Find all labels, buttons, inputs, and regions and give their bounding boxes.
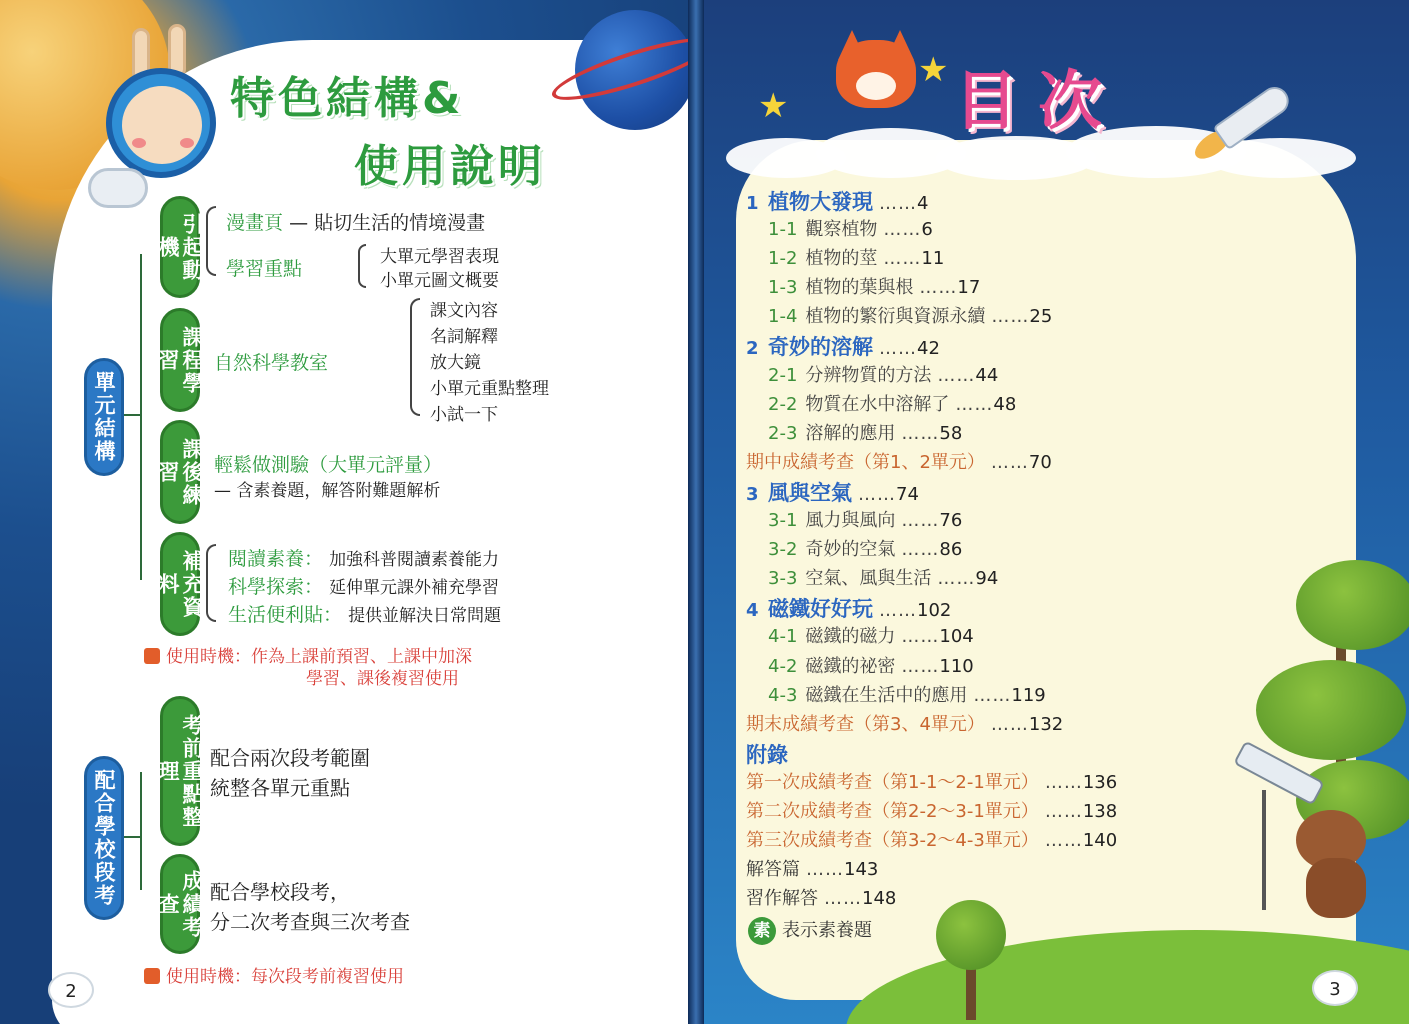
toc-number: 1-2 [768, 248, 798, 270]
comic-page-desc: — 貼切生活的情境漫畫 [289, 212, 486, 234]
toc-leader: …… [824, 888, 862, 910]
toc-row [746, 622, 1346, 651]
toc-row [746, 477, 1346, 506]
toc-leader: …… [1044, 771, 1083, 793]
page-number-right: 3 [1312, 970, 1358, 1006]
toc-page-number: 110 [939, 655, 974, 677]
learning-focus-item-2: 小單元圖文概要 [380, 271, 499, 291]
literacy-badge-icon: 素 [748, 917, 776, 945]
toc-page-number: 94 [975, 568, 999, 590]
supplement-row-2 [228, 572, 499, 599]
toc-leader: …… [937, 364, 976, 386]
toc-page-number: 136 [1082, 771, 1118, 793]
toc-label: 第二次成績考查（第2-2～3-1單元） [746, 800, 1039, 822]
science-explore-label: 科學探索： [228, 576, 324, 598]
toc-row [746, 564, 1346, 593]
toc-page-number: 11 [921, 248, 945, 270]
toc-leader: …… [937, 568, 976, 590]
brace-supplement [206, 544, 216, 622]
motivation-row-1 [226, 208, 485, 235]
toc-row [746, 593, 1346, 622]
toc-label: 期末成績考查（第3、4單元） [746, 713, 985, 735]
classroom-item-4: 小單元重點整理 [430, 379, 549, 399]
toc-leader: …… [1044, 800, 1083, 822]
classroom-item-3: 放大鏡 [430, 353, 481, 373]
toc-label: 奇妙的溶解 [768, 335, 873, 360]
toc-leader: …… [1044, 830, 1083, 852]
toc-title: 目次 [954, 65, 1122, 139]
toc-label: 觀察植物 [805, 219, 878, 241]
left-page [0, 0, 696, 1024]
school-exam-badge: 配合學校段考 [84, 756, 124, 920]
toc-leader: …… [858, 483, 896, 505]
toc-leader: …… [901, 655, 940, 677]
toc-leader: …… [883, 248, 922, 270]
toc-number: 2-3 [768, 422, 798, 444]
toc-row [746, 419, 1346, 448]
learning-focus-item-1: 大單元學習表現 [380, 247, 499, 267]
toc-leader: …… [990, 713, 1029, 735]
exam-usage-note [144, 962, 404, 987]
toc-row [746, 448, 1346, 477]
toc-number: 3 [746, 483, 759, 505]
toc-label: 解答篇 [746, 859, 800, 881]
star-icon: ★ [758, 86, 789, 126]
toc-label: 分辨物質的方法 [805, 364, 932, 386]
toc-leader: …… [901, 539, 940, 561]
science-explore-desc: 延伸單元課外補充學習 [329, 578, 500, 598]
review-line-2: 統整各單元重點 [210, 776, 350, 800]
toc-page-number: 148 [862, 888, 897, 910]
toc-number: 4 [746, 600, 759, 622]
title-line-1: 特色結構& [230, 73, 465, 124]
exam-tree-connector [140, 772, 142, 890]
right-page [696, 0, 1409, 1024]
toc-label: 植物的莖 [805, 248, 878, 270]
toc-number: 4-3 [768, 684, 798, 706]
toc-label: 風與空氣 [768, 480, 852, 505]
toc-label: 磁鐵的祕密 [805, 655, 896, 677]
toc-leader: …… [879, 338, 917, 360]
learning-focus-label: 學習重點 [226, 258, 303, 280]
toc-number: 4-1 [768, 626, 798, 648]
toc-number: 1 [746, 193, 759, 214]
toc-row [746, 361, 1346, 390]
toc-row [746, 273, 1346, 302]
toc-label: 風力與風向 [805, 510, 896, 532]
reading-literacy-desc: 加強科普閱讀素養能力 [329, 550, 500, 570]
supplement-row-3 [228, 600, 501, 627]
life-notes-desc: 提供並解決日常問題 [348, 606, 502, 626]
toc-page-number: 74 [896, 483, 919, 505]
toc-row [746, 331, 1346, 360]
toc-page-number: 104 [939, 626, 974, 648]
toc-page-number: 70 [1028, 451, 1052, 473]
usage-text-line1: 作為上課前預習、上課中加深 [251, 647, 472, 667]
toc-page-number: 119 [1011, 684, 1046, 706]
bear-illustration [1286, 800, 1386, 920]
toc-leader: …… [806, 859, 844, 881]
reading-literacy-label: 閱讀素養： [228, 548, 324, 570]
book-spine [688, 0, 704, 1024]
toc-label: 空氣、風與生活 [805, 568, 932, 590]
practice-desc: — 含素養題，解答附難題解析 [214, 481, 441, 501]
unit-usage-note-line2: 學習、課後複習使用 [306, 669, 459, 689]
toc-leader: …… [879, 600, 917, 622]
toc-number: 2-1 [768, 364, 798, 386]
toc-number: 1-1 [768, 219, 798, 241]
practice-label: 輕鬆做測驗（大單元評量） [214, 454, 443, 476]
brace-motivation [206, 206, 216, 276]
toc-label: 溶解的應用 [805, 422, 896, 444]
usage-label: 使用時機： [166, 647, 251, 667]
toc-page-number: 42 [917, 338, 940, 360]
feature-title [230, 62, 650, 194]
toc-row [746, 186, 1346, 215]
legend [748, 916, 872, 945]
title-line-2: 使用說明 [354, 141, 546, 192]
toc-label: 植物的葉與根 [805, 277, 914, 299]
toc-label: 第三次成績考查（第3-2～4-3單元） [746, 830, 1039, 852]
classroom-item-2: 名詞解釋 [430, 327, 498, 347]
usage-square-icon [144, 968, 160, 984]
toc-page-number: 86 [939, 539, 963, 561]
tree-illustration [1296, 560, 1409, 650]
supplement-row-1 [228, 544, 499, 571]
toc-row [746, 884, 1346, 913]
grade-check-line-2: 分二次考查與三次考查 [210, 910, 410, 934]
toc-row [746, 506, 1346, 535]
toc-page-number: 102 [917, 600, 952, 622]
group-badge-motivation: 引起動機 [160, 196, 200, 298]
toc-label: 植物的繁衍與資源永續 [805, 306, 986, 328]
tree-illustration [1256, 660, 1406, 760]
toc-page-number: 132 [1028, 713, 1064, 735]
fox-illustration [826, 30, 926, 120]
legend-text: 表示素養題 [782, 920, 872, 941]
group-badge-grade-check: 成績考查 [160, 854, 200, 954]
toc-number: 4-2 [768, 655, 798, 677]
toc-number: 3-1 [768, 510, 798, 532]
toc-number: 3-2 [768, 539, 798, 561]
toc-label: 習作解答 [746, 888, 818, 910]
unit-structure-badge: 單元結構 [84, 358, 124, 476]
toc-number: 2 [746, 338, 759, 360]
brace-science-classroom [410, 298, 420, 416]
toc-page-number: 17 [957, 277, 981, 299]
toc-number: 1-3 [768, 277, 798, 299]
toc-page-number: 4 [917, 193, 929, 214]
exam-usage-text: 每次段考前複習使用 [251, 967, 404, 987]
toc-label: 磁鐵在生活中的應用 [805, 684, 968, 706]
toc-leader: …… [991, 306, 1030, 328]
toc-label: 期中成績考查（第1、2單元） [746, 451, 985, 473]
toc-row [746, 652, 1346, 681]
classroom-item-1: 課文內容 [430, 301, 498, 321]
page-number-left: 2 [48, 972, 94, 1008]
unit-tree-stem [124, 414, 140, 416]
toc-row [746, 390, 1346, 419]
toc-row [746, 535, 1346, 564]
unit-tree-connector [140, 254, 176, 580]
brace-learning-focus [358, 244, 366, 288]
toc-number: 1-4 [768, 306, 798, 328]
toc-page-number: 143 [844, 859, 879, 881]
tripod [1262, 790, 1266, 910]
toc-page-number: 138 [1082, 800, 1118, 822]
group-badge-practice: 課後練習 [160, 420, 200, 524]
toc-label: 附錄 [746, 742, 788, 767]
science-classroom-label: 自然科學教室 [214, 352, 329, 374]
toc-page-number: 140 [1082, 830, 1118, 852]
star-icon: ★ [918, 50, 949, 90]
toc-label: 第一次成績考查（第1-1～2-1單元） [746, 771, 1039, 793]
toc-page-number: 25 [1029, 306, 1053, 328]
rabbit-astronaut-illustration [88, 28, 218, 208]
tree-illustration [936, 900, 1006, 970]
toc-row [746, 302, 1346, 331]
toc-page-number: 48 [993, 393, 1017, 415]
toc-label: 磁鐵好好玩 [768, 597, 873, 622]
toc-label: 物質在水中溶解了 [805, 393, 950, 415]
toc-leader: …… [990, 451, 1029, 473]
group-badge-course: 課程學習 [160, 308, 200, 412]
table-of-contents [746, 186, 1346, 913]
toc-leader: …… [955, 393, 994, 415]
toc-number: 2-2 [768, 393, 798, 415]
toc-leader: …… [919, 277, 958, 299]
toc-page-number: 6 [921, 219, 933, 241]
toc-row [746, 215, 1346, 244]
comic-page-label: 漫畫頁 [226, 212, 284, 234]
grade-check-line-1: 配合學校段考， [210, 880, 350, 904]
toc-leader: …… [883, 219, 922, 241]
usage-square-icon [144, 648, 160, 664]
toc-label: 磁鐵的磁力 [805, 626, 896, 648]
toc-page-number: 44 [975, 364, 999, 386]
toc-number: 3-3 [768, 568, 798, 590]
toc-row [746, 826, 1346, 855]
toc-row [746, 244, 1346, 273]
toc-row [746, 797, 1346, 826]
toc-row [746, 855, 1346, 884]
toc-page-number: 76 [939, 510, 963, 532]
toc-label: 植物大發現 [768, 190, 873, 214]
toc-label: 奇妙的空氣 [805, 539, 896, 561]
exam-tree-stem [124, 836, 140, 838]
toc-leader: …… [973, 684, 1012, 706]
exam-usage-label: 使用時機： [166, 967, 251, 987]
review-line-1: 配合兩次段考範圍 [210, 746, 370, 770]
classroom-item-5: 小試一下 [430, 405, 498, 425]
toc-leader: …… [901, 422, 940, 444]
toc-leader: …… [901, 510, 940, 532]
group-badge-supplement: 補充資料 [160, 532, 200, 636]
life-notes-label: 生活便利貼： [228, 604, 343, 626]
group-badge-review: 考前重點整理 [160, 696, 200, 846]
toc-leader: …… [901, 626, 940, 648]
toc-leader: …… [879, 193, 917, 214]
toc-page-number: 58 [939, 422, 963, 444]
